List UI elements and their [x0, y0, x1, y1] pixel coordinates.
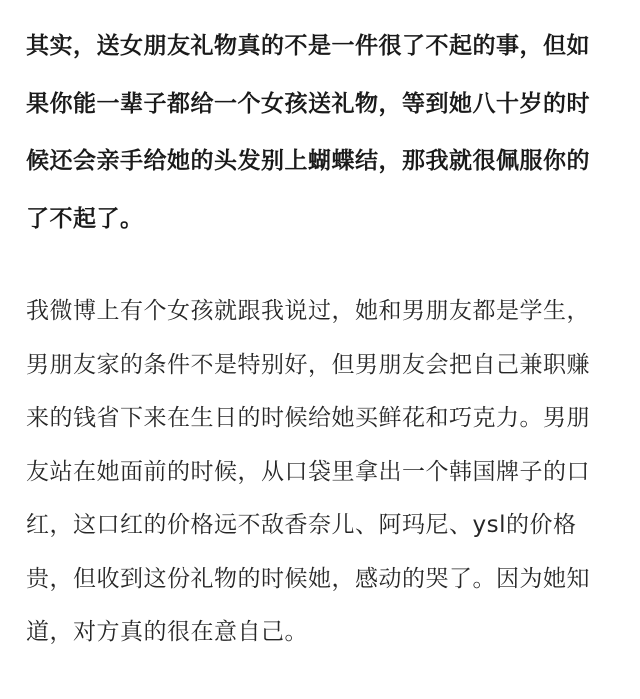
text-line: 红，这口红的价格远不敌香奈儿、阿玛尼、ysl的价格: [26, 512, 577, 538]
paragraph-story: [26, 294, 626, 669]
text-line: 候还会亲手给她的头发别上蝴蝶结，那我就很佩服你的: [26, 148, 590, 174]
text-line: 贵，但收到这份礼物的时候她，感动的哭了。因为她知: [26, 565, 590, 592]
text-line: 我微博上有个女孩就跟我说过，她和男朋友都是学生，: [26, 298, 590, 324]
text-line: 来的钱省下来在生日的时候给她买鲜花和巧克力。男朋: [26, 405, 590, 431]
text-line: 其实，送女朋友礼物真的不是一件很了不起的事，但如: [26, 33, 590, 59]
paragraph-intro: [26, 29, 626, 259]
text-line: 道，对方真的很在意自己。: [26, 619, 308, 645]
text-line: 了不起了。: [26, 205, 144, 232]
text-line: 果你能一辈子都给一个女孩送礼物，等到她八十岁的时: [26, 90, 590, 117]
text-line: 男朋友家的条件不是特别好，但男朋友会把自己兼职赚: [26, 351, 590, 378]
text-line: 友站在她面前的时候，从口袋里拿出一个韩国牌子的口: [26, 458, 590, 485]
